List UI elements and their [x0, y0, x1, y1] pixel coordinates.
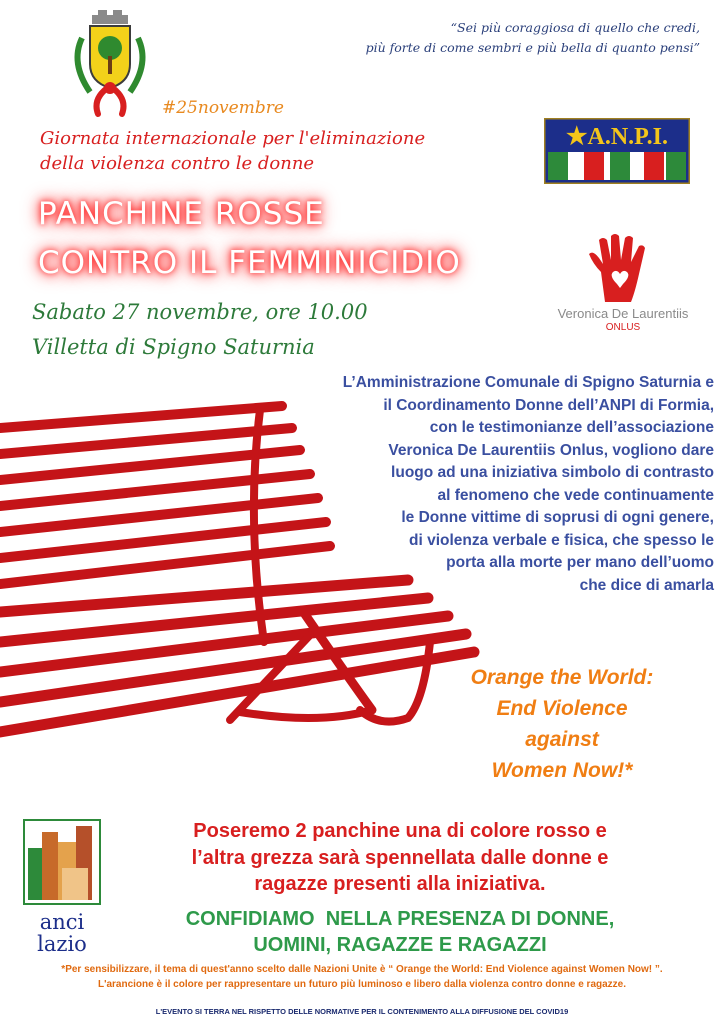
orange-line: Orange the World:	[470, 666, 654, 689]
anpi-logo	[544, 118, 690, 184]
description-line: al fenomeno che vede continuamente	[437, 486, 714, 504]
vdl-name: Veronica De Laurentiis	[557, 306, 689, 321]
anci-line-2: lazio	[37, 932, 87, 956]
orange-line: End Violence	[496, 697, 628, 720]
giornata-line-2: della violenza contro le donne	[40, 153, 315, 174]
footnote-line: *Per sensibilizzare, il tema di quest'anno scelto dalle Nazioni Unite è “ Orange the World: End Violence against Women Now! ”.	[61, 964, 663, 975]
municipal-crest-icon	[62, 8, 158, 118]
covid-disclaimer: L'EVENTO SI TERRA NEL RISPETTO DELLE NORMATIVE PER IL CONTENIMENTO ALLA DIFFUSIONE DEL COVID19	[155, 1007, 569, 1016]
quote-line-1: “Sei più coraggiosa di quello che credi,	[450, 20, 700, 35]
event-date: Sabato 27 novembre, ore 10.00	[32, 300, 368, 324]
confidiamo-line: CONFIDIAMO NELLA PRESENZA DI DONNE,	[185, 908, 615, 930]
anpi-text: ★A.N.P.I.	[566, 124, 668, 150]
anci-line-1: anci	[39, 910, 85, 934]
description-line: porta alla morte per mano dell’uomo	[446, 554, 714, 571]
description-line: le Donne vittime di soprusi di ogni genere,	[401, 509, 714, 526]
orange-line: against	[525, 728, 599, 751]
poseremo	[108, 818, 692, 898]
description-line: luogo ad una iniziativa simbolo di contrasto	[391, 464, 714, 481]
description-line: di violenza verbale e fisica, che spesso le	[409, 531, 714, 549]
description-line: L’Amministrazione Comunale di Spigno Saturnia e	[342, 374, 714, 391]
confidiamo	[108, 906, 692, 958]
quote-line-2: più forte di come sembri e più bella di quanto pensi”	[365, 40, 700, 55]
footnote	[10, 962, 714, 992]
giornata-line-1: Giornata internazionale per l'eliminazione	[40, 128, 426, 149]
vdl-onlus: ONLUS	[605, 322, 641, 333]
hashtag: #25novembre	[162, 98, 284, 118]
footnote-line: L'arancione è il colore per rappresentare un futuro più luminoso e libero dalla violenza contro donne e ragazze.	[97, 979, 627, 990]
quote	[360, 18, 700, 58]
confidiamo-line: UOMINI, RAGAZZE E RAGAZZI	[253, 934, 547, 956]
orange-the-world	[432, 662, 692, 786]
poseremo-line: ragazze presenti alla iniziativa.	[254, 873, 546, 895]
poseremo-line: l’altra grezza sarà spennellata dalle donne e	[191, 846, 609, 869]
title-line-1: PANCHINE ROSSE	[38, 196, 325, 232]
description-line: il Coordinamento Donne dell’ANPI di Formia,	[383, 396, 714, 414]
description-line: Veronica De Laurentiis Onlus, vogliono dare	[388, 441, 714, 459]
poseremo-line: Poseremo 2 panchine una di colore rosso e	[193, 820, 607, 842]
anci-towers-icon	[22, 818, 102, 906]
title-line-2: CONTRO IL FEMMINICIDIO	[38, 245, 461, 281]
event-place: Villetta di Spigno Saturnia	[32, 335, 315, 359]
anci-lazio-logo	[22, 818, 102, 956]
orange-line: Women Now!*	[491, 759, 633, 782]
red-hand-heart-icon	[585, 232, 655, 304]
description-line: con le testimonianze dell’associazione	[429, 419, 714, 436]
description-line: che dice di amarla	[579, 576, 714, 594]
description	[226, 372, 714, 597]
